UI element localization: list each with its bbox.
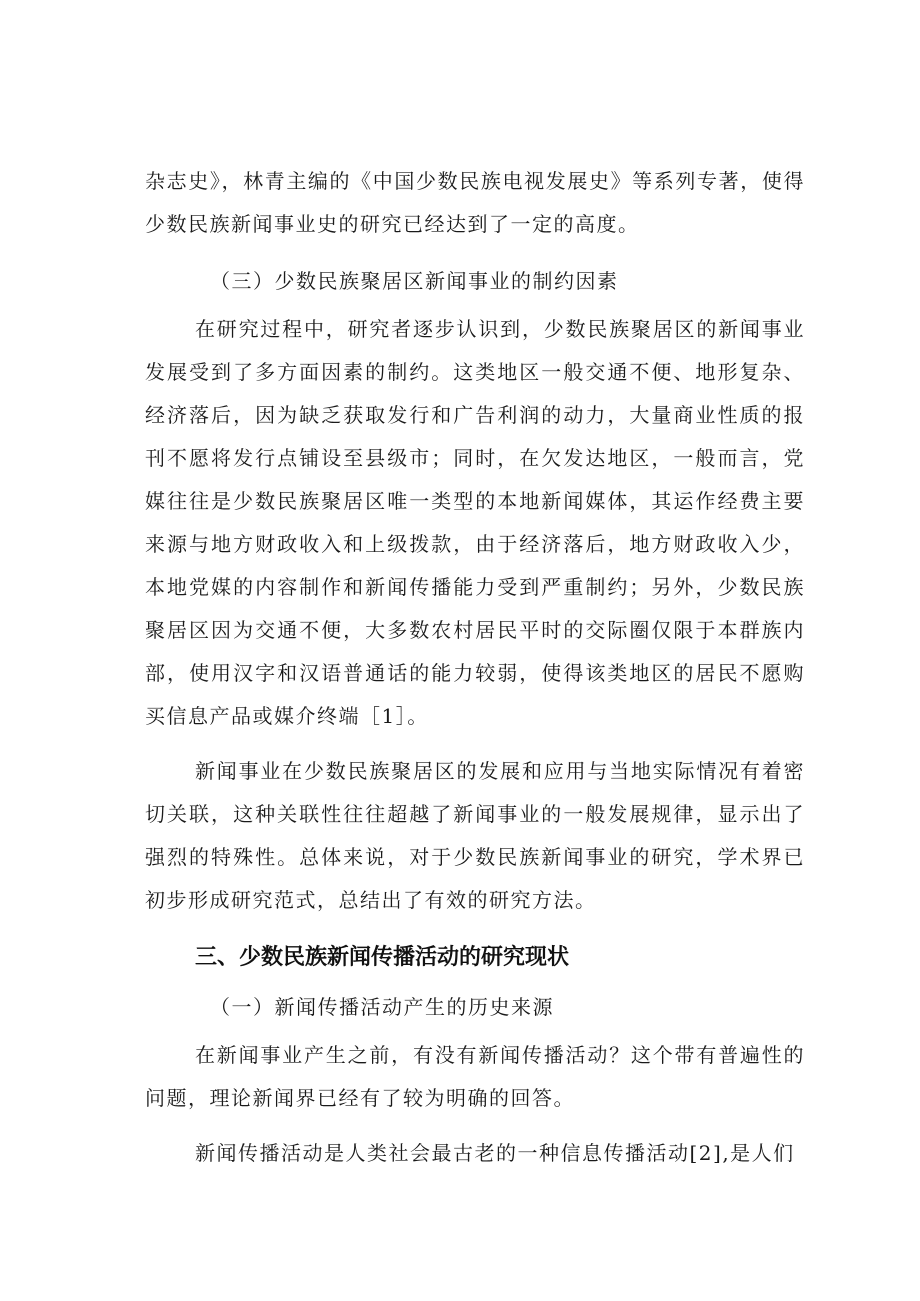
paragraph-specificity: 新闻事业在少数民族聚居区的发展和应用与当地实际情况有着密切关联，这种关联性往往超越了新闻事业的一般发展规律，显示出了强烈的特殊性。总体来说，对于少数民族新闻事业的研究，学术界已初步形成研究范式，总结出了有效的研究方法。 bbox=[145, 759, 805, 912]
paragraph-oldest-activity: 新闻传播活动是人类社会最古老的一种信息传播活动[2],是人们 bbox=[195, 1141, 795, 1165]
document-body bbox=[145, 160, 805, 1177]
paragraph-continuation: 杂志史》，林青主编的《中国少数民族电视发展史》等系列专著，使得少数民族新闻事业史的研究已经达到了一定的高度。 bbox=[145, 169, 805, 236]
subsection-heading-historical-source: （一）新闻传播活动产生的历史来源 bbox=[210, 995, 554, 1019]
section-heading-research-status: 三、少数民族新闻传播活动的研究现状 bbox=[195, 945, 570, 970]
paragraph-question: 在新闻事业产生之前，有没有新闻传播活动？这个带有普遍性的问题，理论新闻界已经有了较为明确的回答。 bbox=[145, 1043, 805, 1110]
subsection-heading-constraints: （三）少数民族聚居区新闻事业的制约因素 bbox=[210, 269, 619, 293]
paragraph-constraints: 在研究过程中，研究者逐步认识到，少数民族聚居区的新闻事业发展受到了多方面因素的制约。这类地区一般交通不便、地形复杂、经济落后，因为缺乏获取发行和广告利润的动力，大量商业性质的报刊不愿将发行点铺设至县级市；同时，在欠发达地区，一般而言，党媒往往是少数民族聚居区唯一类型的本地新闻媒体，其运作经费主要来源与地方财政收入和上级拨款，由于经济落后，地方财政收入少，本地党媒的内容制作和新闻传播能力受到严重制约；另外，少数民族聚居区因为交通不便，大多数农村居民平时的交际圈仅限于本群族内部，使用汉字和汉语普通话的能力较弱，使得该类地区的居民不愿购买信息产品或媒介终端［1］。 bbox=[145, 317, 805, 728]
